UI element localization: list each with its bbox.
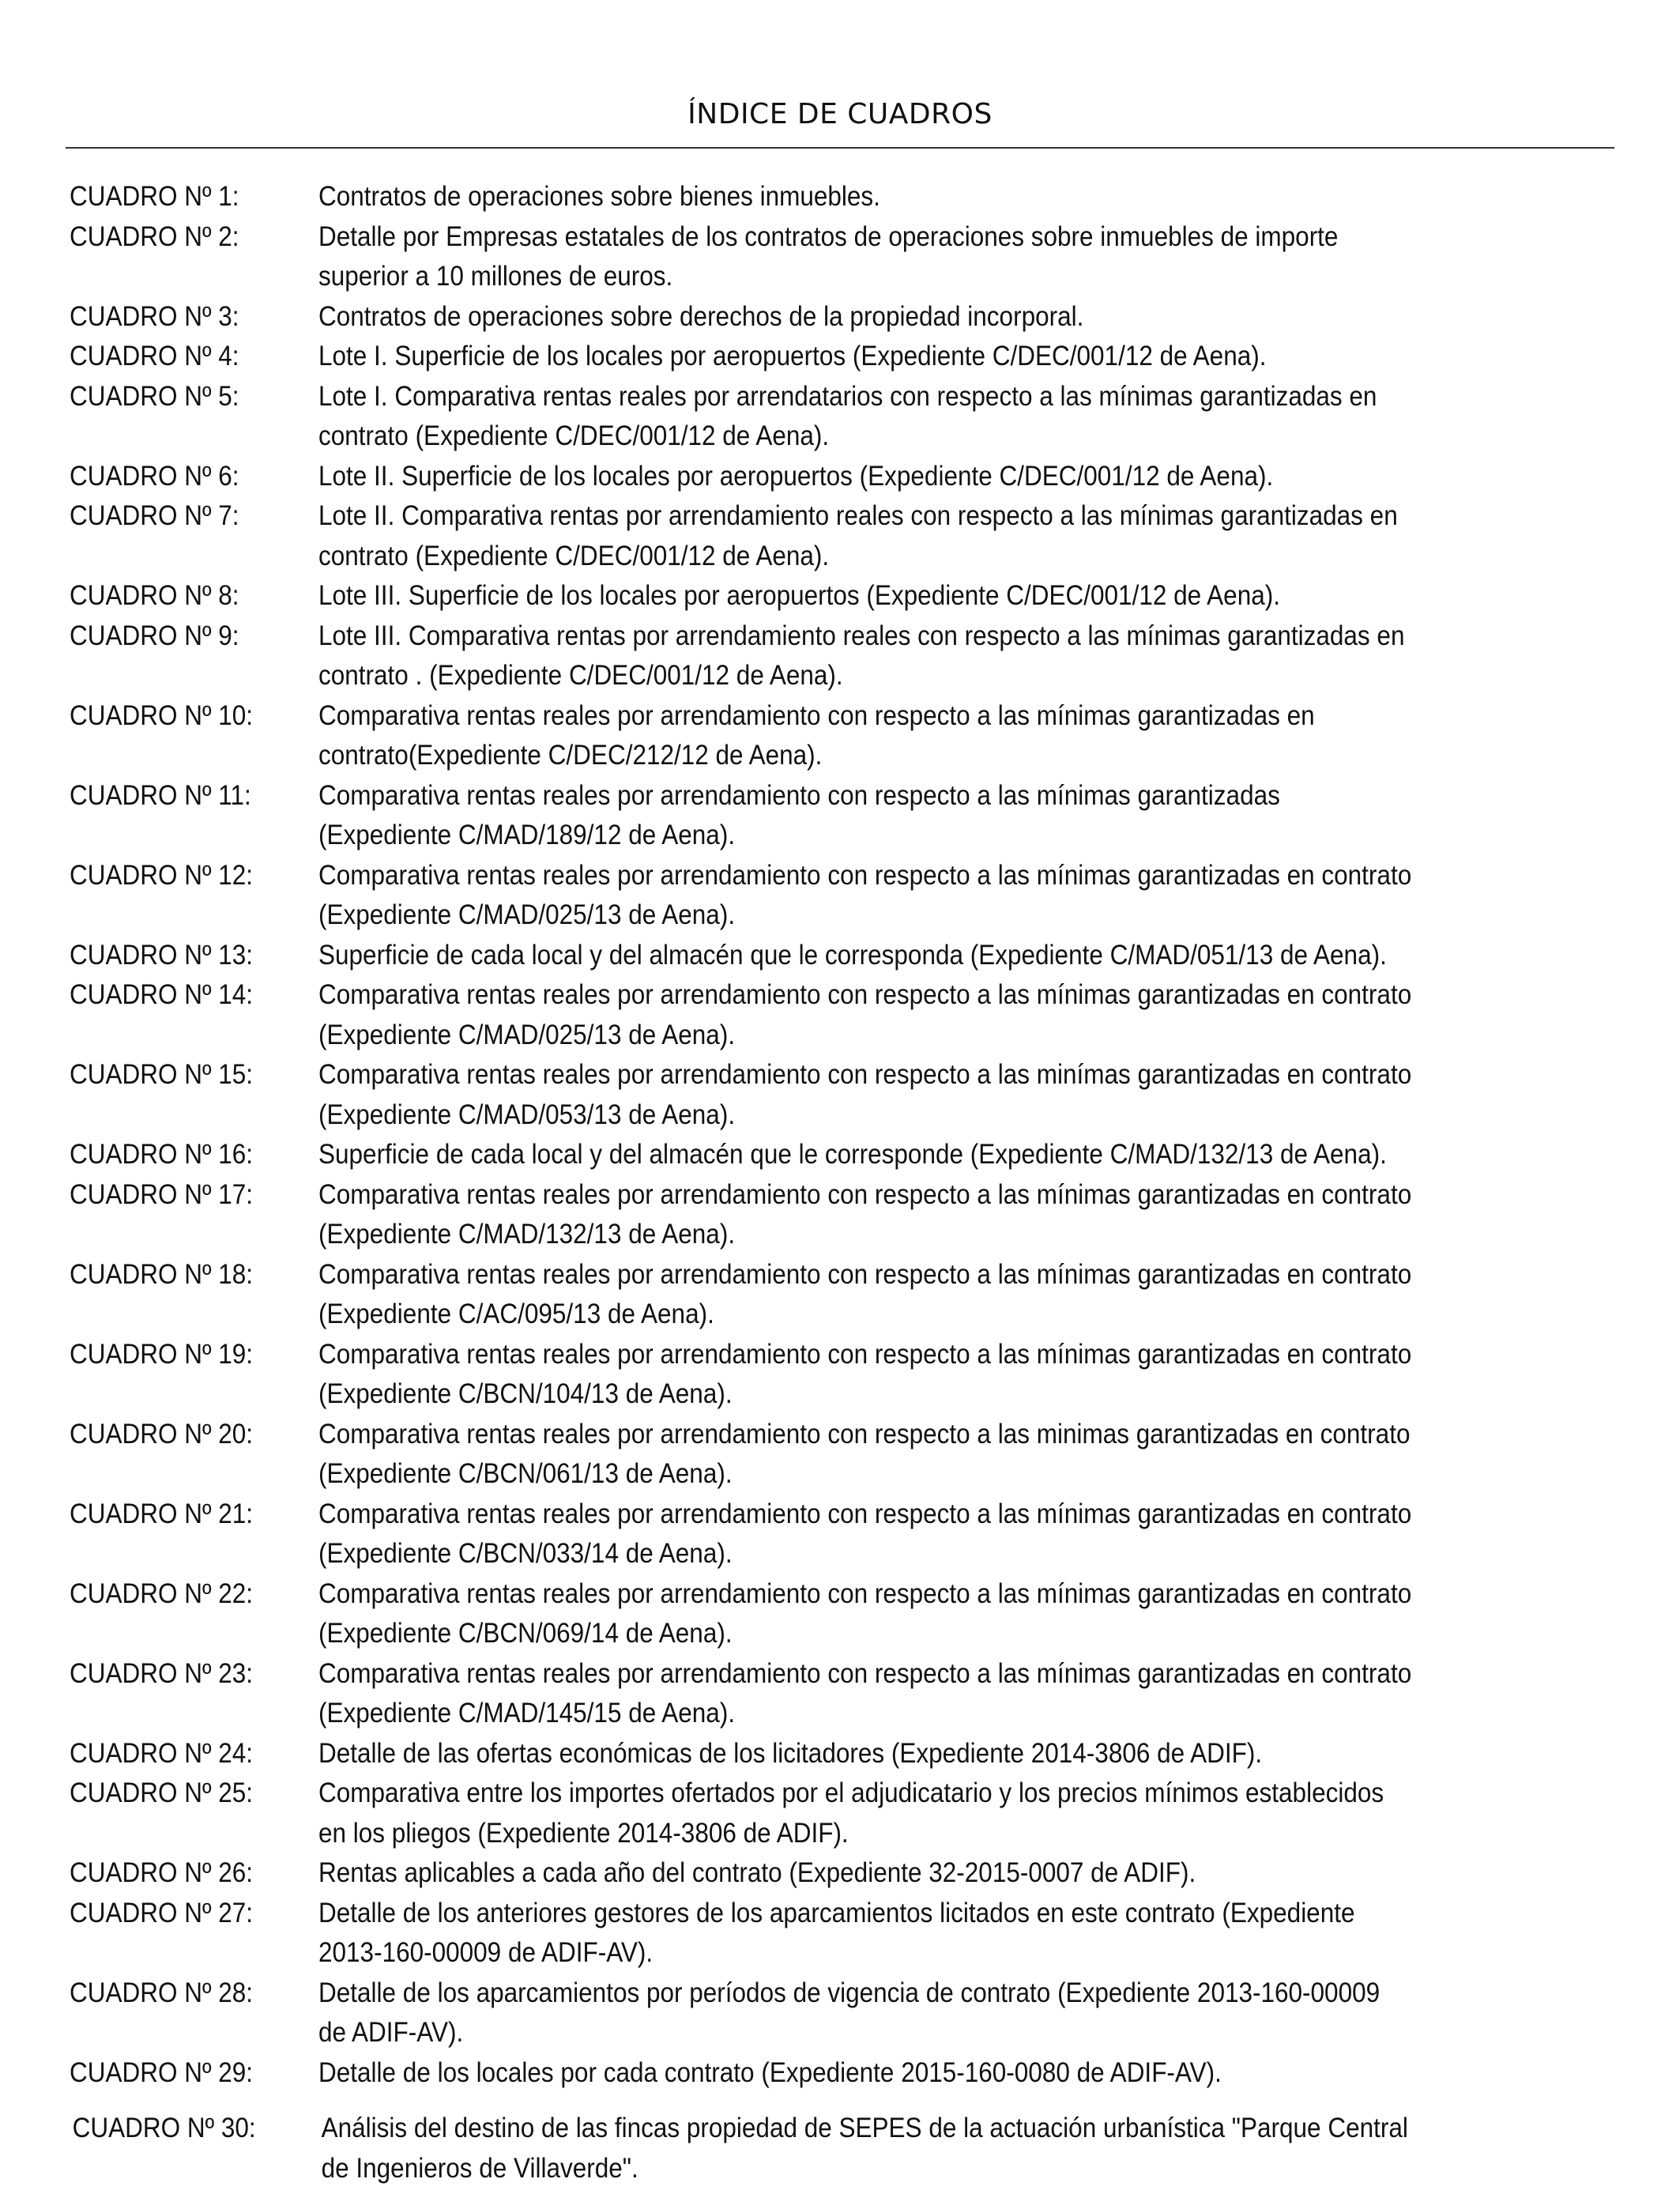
entry-number: CUADRO Nº 28:	[70, 1977, 254, 2008]
entry-description: Comparativa rentas reales por arrendamiento con respecto a las mínimas garantizadas en contrato (Expediente C/MAD/132/13 de Aena).	[318, 1178, 1412, 1250]
entry-description: Comparativa rentas reales por arrendamiento con respecto a las mínimas garantizadas en contrato (Expediente C/MAD/145/15 de Aena).	[318, 1657, 1412, 1728]
toc-entry-10	[70, 696, 1421, 776]
entry-number: CUADRO Nº 17:	[70, 1178, 254, 1210]
toc-entry-26	[70, 1853, 1421, 1894]
entry-description: Comparativa rentas reales por arrendamiento con respecto a las minímas garantizadas en contrato (Expediente C/MAD/053/13 de Aena).	[318, 1059, 1412, 1130]
toc-entry-21	[70, 1495, 1421, 1574]
toc-entry-29	[70, 2053, 1421, 2094]
entry-number: CUADRO Nº 25:	[70, 1777, 254, 1808]
page-title: ÍNDICE DE CUADROS	[687, 98, 993, 130]
toc-entry-14	[70, 975, 1421, 1055]
toc-entry-5	[70, 377, 1421, 457]
toc-entry-6	[70, 457, 1421, 497]
toc-entry-18	[70, 1255, 1421, 1335]
entry-number: CUADRO Nº 6:	[70, 460, 239, 492]
entry-number: CUADRO Nº 30:	[72, 2113, 256, 2143]
toc-entry-28	[70, 1973, 1421, 2053]
entry-number: CUADRO Nº 12:	[70, 859, 254, 891]
entry-number: CUADRO Nº 1:	[70, 181, 239, 212]
entry-description: Detalle de las ofertas económicas de los licitadores (Expediente 2014-3806 de ADIF).	[318, 1737, 1263, 1769]
entry-number: CUADRO Nº 27:	[70, 1897, 254, 1928]
entry-description: Contratos de operaciones sobre derechos de la propiedad incorporal.	[318, 300, 1084, 332]
entry-number: CUADRO Nº 8:	[70, 580, 239, 611]
entry-description: Detalle de los aparcamientos por períodos de vigencia de contrato (Expediente 2013-160-00009 de ADIF-AV).	[318, 1977, 1381, 2048]
entry-number: CUADRO Nº 24:	[70, 1737, 254, 1769]
entry-description: Superficie de cada local y del almacén que le corresponda (Expediente C/MAD/051/13 de Aena).	[318, 939, 1387, 971]
toc-entry-23	[70, 1654, 1421, 1734]
entry-description: Superficie de cada local y del almacén que le corresponde (Expediente C/MAD/132/13 de Aena).	[318, 1139, 1387, 1170]
entry-description: Detalle de los anteriores gestores de los aparcamientos licitados en este contrato (Expediente 2013-160-00009 de ADIF-AV).	[318, 1897, 1355, 1968]
toc-entry-30	[73, 2109, 1421, 2188]
entry-number: CUADRO Nº 20:	[70, 1418, 254, 1449]
toc-entry-9	[70, 616, 1421, 696]
entry-description: Detalle de los locales por cada contrato (Expediente 2015-160-0080 de ADIF-AV).	[318, 2056, 1222, 2088]
entry-description: Lote II. Superficie de los locales por aeropuertos (Expediente C/DEC/001/12 de Aena).	[318, 460, 1274, 492]
entry-description: Lote I. Superficie de los locales por aeropuertos (Expediente C/DEC/001/12 de Aena).	[318, 341, 1267, 371]
entry-number: CUADRO Nº 29:	[70, 2056, 254, 2088]
entry-description: Comparativa rentas reales por arrendamiento con respecto a las minimas garantizadas en contrato (Expediente C/BCN/061/13 de Aena).	[318, 1418, 1411, 1489]
toc-entry-19	[70, 1335, 1421, 1415]
toc-entry-16	[70, 1135, 1421, 1175]
entry-number: CUADRO Nº 9:	[70, 620, 239, 651]
entry-description: Rentas aplicables a cada año del contrato (Expediente 32-2015-0007 de ADIF).	[318, 1857, 1196, 1888]
entry-number: CUADRO Nº 7:	[70, 500, 239, 531]
entry-description: Lote III. Comparativa rentas por arrendamiento reales con respecto a las mínimas garantizadas en contrato . (Expediente C/DEC/001/12 de Aena).	[318, 620, 1405, 691]
toc-entry-12	[70, 856, 1421, 936]
entry-number: CUADRO Nº 13:	[70, 939, 254, 971]
entry-description: Lote III. Superficie de los locales por aeropuertos (Expediente C/DEC/001/12 de Aena).	[318, 580, 1280, 611]
entry-description: Comparativa rentas reales por arrendamiento con respecto a las mínimas garantizadas en contrato (Expediente C/MAD/025/13 de Aena).	[318, 979, 1412, 1050]
toc-entry-20	[70, 1415, 1421, 1495]
entry-description: Comparativa rentas reales por arrendamiento con respecto a las mínimas garantizadas en contrato (Expediente C/MAD/025/13 de Aena).	[318, 859, 1412, 930]
toc-entry-11	[70, 776, 1421, 856]
entry-description: Comparativa rentas reales por arrendamiento con respecto a las mínimas garantizadas en contrato(Expediente C/DEC/212/12 de Aena).	[318, 699, 1315, 771]
entry-number: CUADRO Nº 14:	[70, 979, 254, 1010]
table-of-contents	[70, 177, 1421, 2188]
entry-description: Contratos de operaciones sobre bienes inmuebles.	[318, 181, 880, 212]
toc-entry-25	[70, 1774, 1421, 1853]
entry-number: CUADRO Nº 4:	[70, 341, 239, 371]
entry-description: Comparativa entre los importes ofertados por el adjudicatario y los precios mínimos establecidos en los pliegos (Expediente 2014-3806 de ADIF).	[318, 1777, 1384, 1849]
entry-number: CUADRO Nº 21:	[70, 1498, 254, 1529]
entry-description: Comparativa rentas reales por arrendamiento con respecto a las mínimas garantizadas en contrato (Expediente C/BCN/104/13 de Aena).	[318, 1338, 1412, 1409]
entry-number: CUADRO Nº 16:	[70, 1139, 254, 1170]
entry-number: CUADRO Nº 3:	[70, 300, 239, 332]
toc-entry-1	[70, 177, 1421, 217]
toc-entry-15	[70, 1055, 1421, 1135]
entry-number: CUADRO Nº 11:	[70, 779, 251, 811]
toc-entry-13	[70, 936, 1421, 976]
entry-number: CUADRO Nº 10:	[70, 699, 254, 731]
entry-description: Lote I. Comparativa rentas reales por arrendatarios con respecto a las mínimas garantizadas en contrato (Expediente C/DEC/001/12 de Aena).	[318, 380, 1377, 451]
entry-description: Detalle por Empresas estatales de los contratos de operaciones sobre inmuebles de importe superior a 10 millones de euros.	[318, 221, 1339, 292]
toc-entry-3	[70, 297, 1421, 337]
entry-description: Comparativa rentas reales por arrendamiento con respecto a las mínimas garantizadas en contrato (Expediente C/AC/095/13 de Aena).	[318, 1258, 1412, 1329]
entry-number: CUADRO Nº 2:	[70, 221, 239, 252]
toc-entry-27	[70, 1894, 1421, 1973]
entry-description: Análisis del destino de las fincas propiedad de SEPES de la actuación urbanística "Parque Central de Ingenieros de Villaverde".	[321, 2113, 1408, 2184]
toc-entry-2	[70, 217, 1421, 297]
entry-number: CUADRO Nº 5:	[70, 380, 239, 412]
entry-number: CUADRO Nº 22:	[70, 1578, 254, 1609]
title-divider	[66, 147, 1614, 149]
toc-entry-22	[70, 1574, 1421, 1654]
toc-entry-4	[70, 337, 1421, 377]
entry-number: CUADRO Nº 18:	[70, 1258, 254, 1290]
toc-entry-8	[70, 576, 1421, 616]
entry-number: CUADRO Nº 15:	[70, 1059, 254, 1090]
toc-entry-7	[70, 496, 1421, 576]
entry-number: CUADRO Nº 23:	[70, 1657, 254, 1689]
entry-description: Comparativa rentas reales por arrendamiento con respecto a las mínimas garantizadas en contrato (Expediente C/BCN/069/14 de Aena).	[318, 1578, 1412, 1649]
toc-entry-17	[70, 1175, 1421, 1255]
entry-description: Lote II. Comparativa rentas por arrendamiento reales con respecto a las mínimas garantizadas en contrato (Expediente C/DEC/001/12 de Aena).	[318, 500, 1398, 571]
toc-entry-24	[70, 1734, 1421, 1774]
entry-description: Comparativa rentas reales por arrendamiento con respecto a las mínimas garantizadas (Expediente C/MAD/189/12 de Aena).	[318, 779, 1280, 850]
entry-description: Comparativa rentas reales por arrendamiento con respecto a las mínimas garantizadas en contrato (Expediente C/BCN/033/14 de Aena).	[318, 1498, 1412, 1569]
entry-number: CUADRO Nº 19:	[70, 1338, 254, 1370]
entry-number: CUADRO Nº 26:	[70, 1857, 254, 1888]
